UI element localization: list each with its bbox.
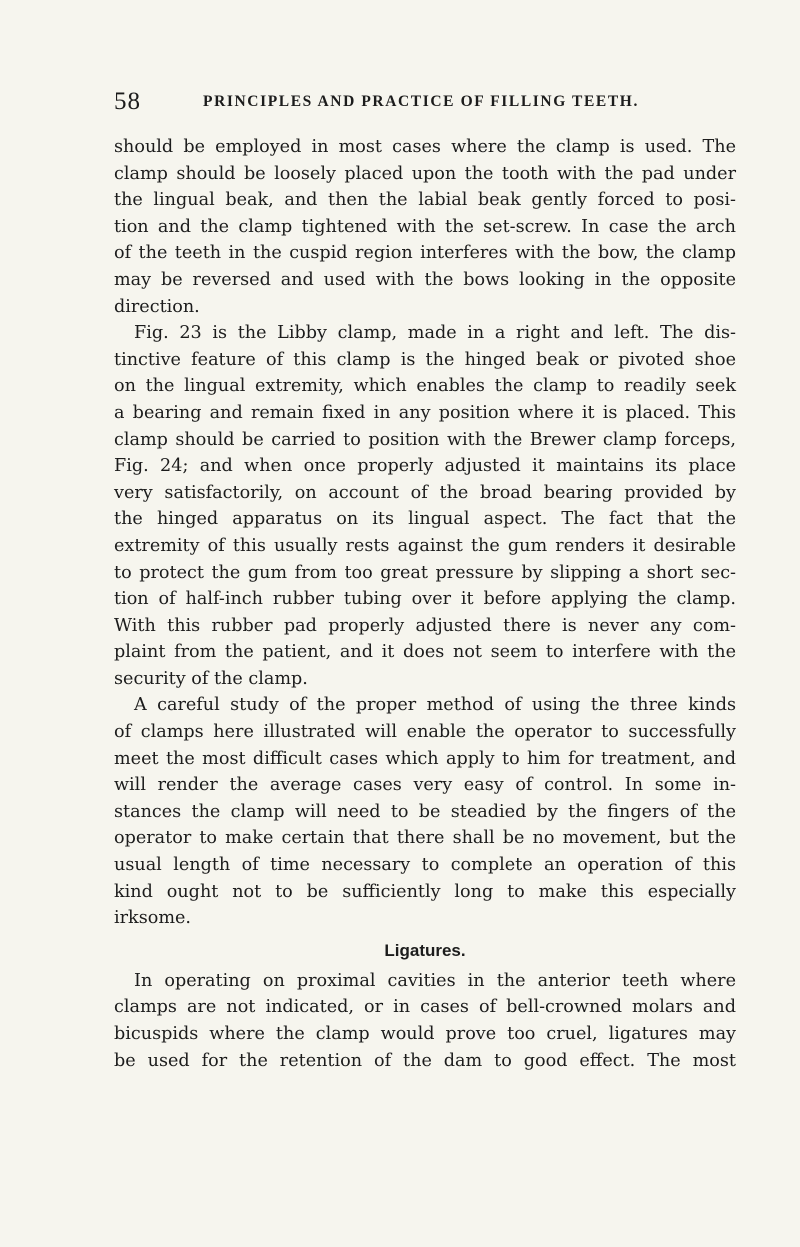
text-line: extremity of this usually rests against the gum renders it desirable (114, 535, 736, 556)
text-line: direction. (114, 296, 200, 317)
text-line: of the teeth in the cuspid region interferes with the bow, the clamp (114, 243, 736, 264)
text-line: tinctive feature of this clamp is the hinged beak or pivoted shoe (114, 349, 736, 370)
text-line: a bearing and remain fixed in any position where it is placed. This (114, 402, 736, 423)
text-line: clamps are not indicated, or in cases of bell-crowned molars and (114, 997, 736, 1018)
text-line: to protect the gum from too great pressure by slipping a short sec- (114, 562, 736, 583)
section-heading: Ligatures. (384, 940, 466, 960)
text-line: In operating on proximal cavities in the anterior teeth where (134, 970, 736, 991)
text-line: should be employed in most cases where the clamp is used. The (114, 137, 736, 157)
text-line: the hinged apparatus on its lingual aspect. The fact that the (114, 509, 736, 530)
text-line: on the lingual extremity, which enables the clamp to readily seek (114, 376, 736, 397)
text-line: A careful study of the proper method of using the three kinds (134, 695, 736, 716)
text-line: plaint from the patient, and it does not seem to interfere with the (114, 642, 736, 663)
text-line: of clamps here illustrated will enable the operator to successfully (114, 722, 736, 743)
text-line: may be reversed and used with the bows looking in the opposite (114, 269, 736, 290)
paragraph (114, 692, 736, 931)
text-line: tion of half-inch rubber tubing over it before applying the clamp. (114, 589, 736, 610)
text-line: kind ought not to be sufficiently long to make this especially (114, 881, 736, 902)
text-line: operator to make certain that there shall be no movement, but the (114, 828, 736, 849)
text-line: will render the average cases very easy of control. In some in- (114, 775, 736, 796)
text-line: be used for the retention of the dam to good effect. The most (114, 1050, 736, 1071)
text-line: tion and the clamp tightened with the set-screw. In case the arch (114, 216, 736, 237)
text-line: With this rubber pad properly adjusted there is never any com- (114, 615, 736, 636)
paragraph (114, 134, 736, 320)
body-text (114, 134, 736, 1074)
text-line: clamp should be carried to position with the Brewer clamp forceps, (114, 429, 736, 450)
text-line: usual length of time necessary to complete an operation of this (114, 855, 736, 876)
page-number: 58 (114, 88, 141, 115)
text-line: bicuspids where the clamp would prove too cruel, ligatures may (114, 1024, 736, 1044)
text-line: clamp should be loosely placed upon the tooth with the pad under (114, 163, 736, 184)
paragraph (114, 968, 736, 1074)
running-head (114, 88, 734, 122)
text-line: stances the clamp will need to be steadied by the fingers of the (114, 801, 736, 822)
text-line: irksome. (114, 908, 192, 929)
text-line: Fig. 23 is the Libby clamp, made in a right and left. The dis- (134, 323, 736, 344)
text-line: Fig. 24; and when once properly adjusted it maintains its place (114, 456, 736, 477)
paragraph (114, 320, 736, 692)
text-line: very satisfactorily, on account of the broad bearing provided by (114, 482, 736, 503)
text-line: the lingual beak, and then the labial beak gently forced to posi- (114, 190, 736, 211)
text-line: security of the clamp. (114, 668, 308, 689)
text-line: meet the most difficult cases which apply to him for treatment, and (114, 748, 736, 769)
running-title: PRINCIPLES AND PRACTICE OF FILLING TEETH. (203, 93, 639, 110)
